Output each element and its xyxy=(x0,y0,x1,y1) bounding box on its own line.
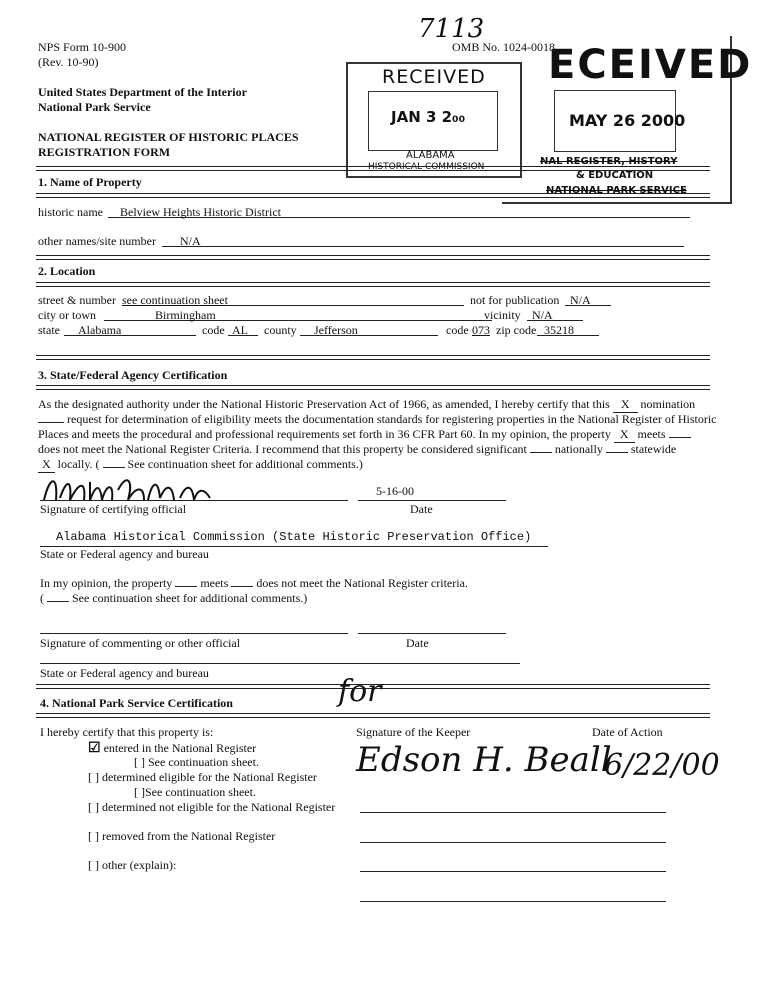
section-4-heading: 4. National Park Service Certification xyxy=(40,696,233,710)
option-entered-continuation: [ ] See continuation sheet. xyxy=(134,755,259,769)
certifying-agency-label: State or Federal agency and bureau xyxy=(40,547,209,561)
other-names-line xyxy=(162,246,684,247)
section-divider xyxy=(36,166,710,171)
not-for-publication-label: not for publication xyxy=(470,293,560,307)
keeper-signature: Edson H. Beall xyxy=(356,740,612,780)
stamp-date-box xyxy=(368,91,498,151)
county-value: Jefferson xyxy=(314,323,358,337)
received-stamp-nps xyxy=(502,36,753,204)
cert-text-line4: does not meet the National Register Criteria. I recommend that this property be considered significant nationally statewide xyxy=(38,442,677,456)
certifying-agency-value: Alabama Historical Commission (State Historic Preservation Office) xyxy=(56,530,532,544)
cert-text-line2: request for determination of eligibility meets the documentation standards for registering properties in the National Register of Historic xyxy=(38,412,717,427)
vicinity-value: N/A xyxy=(532,308,553,322)
certifying-date-line xyxy=(358,500,506,501)
department-name: United States Department of the Interior xyxy=(38,85,247,99)
state-label: state xyxy=(38,323,60,337)
not-for-publication-value: N/A xyxy=(570,293,591,307)
state-code-label: code xyxy=(202,323,225,337)
section-divider xyxy=(36,355,710,360)
section-1-heading: 1. Name of Property xyxy=(38,175,142,189)
locally-mark: X xyxy=(38,457,55,473)
street-label: street & number xyxy=(38,293,116,307)
county-label: county xyxy=(264,323,297,337)
certifying-date-label: Date xyxy=(410,502,433,516)
cert-text-line1: As the designated authority under the National Historic Preservation Act of 1966, as amended, I hereby certify that this X nomination xyxy=(38,397,696,411)
county-code-label: code xyxy=(446,323,469,337)
date-of-action-label: Date of Action xyxy=(592,725,663,739)
opinion-line2: ( See continuation sheet for additional comments.) xyxy=(40,591,308,605)
stamp-date: JAN 3 2₀₀ xyxy=(391,108,466,126)
zip-value: 35218 xyxy=(544,323,574,337)
vicinity-label: vicinity xyxy=(484,308,521,322)
section-3-heading: 3. State/Federal Agency Certification xyxy=(38,368,228,382)
certifying-date-value: 5-16-00 xyxy=(376,484,414,498)
certifying-signature-label: Signature of certifying official xyxy=(40,502,187,516)
form-number: NPS Form 10-900 xyxy=(38,40,127,54)
form-revision: (Rev. 10-90) xyxy=(38,55,99,69)
keeper-line-2 xyxy=(360,812,666,813)
section-divider xyxy=(36,713,710,718)
keeper-line-3 xyxy=(360,842,666,843)
cert-text-line3: Places and meets the procedural and professional requirements set forth in 36 CFR Part 60. In my opinion, the property X meets xyxy=(38,427,691,443)
state-value: Alabama xyxy=(78,323,122,337)
meets-mark: X xyxy=(614,427,635,443)
opinion-line1: In my opinion, the property meets does not meet the National Register criteria. xyxy=(40,576,468,590)
section-2-heading: 2. Location xyxy=(38,264,96,278)
nps-certify-text: I hereby certify that this property is: xyxy=(40,725,214,739)
service-name: National Park Service xyxy=(38,100,151,114)
form-title: NATIONAL REGISTER OF HISTORIC PLACES xyxy=(38,130,299,144)
handwritten-number: 7113 xyxy=(418,14,485,44)
nomination-mark: X xyxy=(613,397,638,413)
stamp-received-large: ECEIVED xyxy=(548,42,753,88)
historic-name-value: Belview Heights Historic District xyxy=(120,205,281,219)
city-label: city or town xyxy=(38,308,96,322)
stamp-org-line2: HISTORICAL COMMISSION xyxy=(368,162,485,172)
option-not-eligible: [ ] determined not eligible for the National Register xyxy=(88,800,336,814)
other-names-label: other names/site number xyxy=(38,234,156,248)
section-divider xyxy=(36,385,710,390)
received-stamp-shpo xyxy=(346,62,522,178)
section-divider xyxy=(36,255,710,260)
section-divider xyxy=(36,282,710,287)
stamp-org-nps-line1: NAL REGISTER, HISTORY xyxy=(540,156,678,167)
keeper-initials: for xyxy=(338,674,382,709)
option-removed: [ ] removed from the National Register xyxy=(88,829,276,843)
date-of-action-value: 6/22/00 xyxy=(604,748,720,783)
stamp-org-line1: ALABAMA xyxy=(406,150,455,161)
commenting-date-label: Date xyxy=(406,636,429,650)
stamp-org-nps-line2: & EDUCATION xyxy=(576,170,654,181)
stamp-org-nps-line3: NATIONAL PARK SERVICE xyxy=(546,185,687,196)
certifying-signature-line xyxy=(40,500,348,501)
option-eligible: [ ] determined eligible for the National Register xyxy=(88,770,317,784)
stamp-date-nps: MAY 26 2000 xyxy=(569,111,686,130)
keeper-line-4 xyxy=(360,871,666,872)
commenting-signature-line xyxy=(40,633,348,634)
agency2-label: State or Federal agency and bureau xyxy=(40,666,209,680)
commenting-signature-label: Signature of commenting or other official xyxy=(40,636,241,650)
omb-number: OMB No. 1024-0018 xyxy=(452,40,556,54)
county-code-value: 073 xyxy=(472,323,490,337)
street-value: see continuation sheet xyxy=(122,293,228,307)
keeper-signature-label: Signature of the Keeper xyxy=(356,725,471,739)
keeper-line-5 xyxy=(360,901,666,902)
commenting-date-line xyxy=(358,633,506,634)
agency2-line xyxy=(40,663,520,664)
historic-name-label: historic name xyxy=(38,205,103,219)
section-divider xyxy=(36,193,710,198)
option-other: [ ] other (explain): xyxy=(88,858,177,872)
option-entered: ☑ entered in the National Register xyxy=(88,741,257,756)
zip-label: zip code xyxy=(496,323,537,337)
city-value: Birmingham xyxy=(155,308,216,322)
checked-box-icon: ☑ xyxy=(88,741,101,756)
other-names-value: N/A xyxy=(180,234,201,248)
form-subtitle: REGISTRATION FORM xyxy=(38,145,171,159)
stamp-received-label: RECEIVED xyxy=(382,66,486,88)
option-eligible-continuation: [ ]See continuation sheet. xyxy=(134,785,256,799)
state-code-value: AL xyxy=(232,323,248,337)
cert-text-line5: X locally. ( See continuation sheet for additional comments.) xyxy=(38,457,363,473)
stamp-date-box-nps xyxy=(554,90,686,152)
